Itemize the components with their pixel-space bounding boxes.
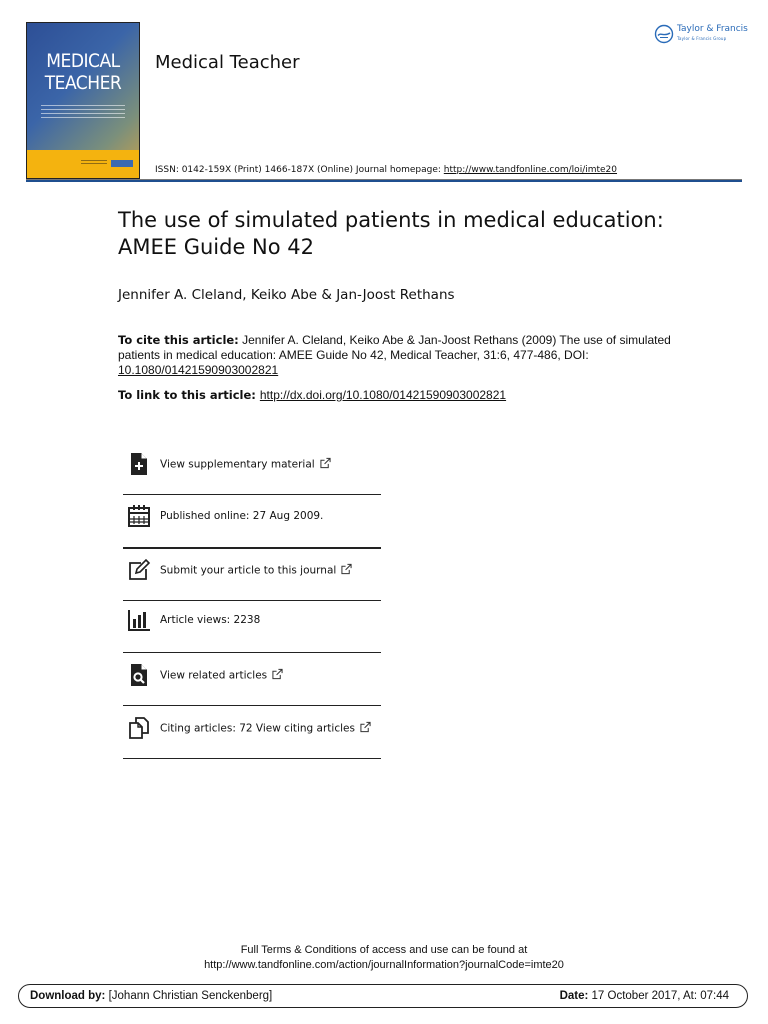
article-authors: Jennifer A. Cleland, Keiko Abe & Jan-Joost Rethans xyxy=(118,287,455,303)
publisher-name: Taylor & Francis xyxy=(677,24,748,34)
date-value: 17 October 2017, At: 07:44 xyxy=(588,990,729,1002)
info-item-published xyxy=(123,490,381,542)
download-label: Download by: xyxy=(30,990,106,1002)
info-item-citing[interactable] xyxy=(123,702,381,754)
cite-doi-link[interactable]: 10.1080/01421590903002821 xyxy=(118,363,279,377)
download-value: [Johann Christian Senckenberg] xyxy=(105,990,273,1002)
publisher-logo xyxy=(654,22,748,46)
info-item-submit[interactable] xyxy=(123,544,381,596)
cover-amee-logo xyxy=(111,160,133,167)
cover-band-text-graphic xyxy=(81,160,107,166)
cite-label: To cite this article: xyxy=(118,333,239,347)
external-link-icon xyxy=(341,564,352,575)
citation-block xyxy=(118,333,678,378)
link-label: To link to this article: xyxy=(118,388,256,402)
document-plus-icon xyxy=(127,452,151,476)
cite-text: Jennifer A. Cleland, Keiko Abe & Jan-Joost Rethans (2009) The use of simulated patients in medical education: AMEE Guide No 42, Medical Teacher, 31:6, 477-486, DOI: xyxy=(118,333,671,362)
info-item-views xyxy=(123,594,381,646)
copy-documents-icon xyxy=(127,716,151,740)
journal-cover-image xyxy=(26,22,140,179)
external-link-icon xyxy=(360,722,371,733)
cover-title-line2: TEACHER xyxy=(44,72,122,94)
taylor-francis-logo-icon xyxy=(654,24,674,44)
journal-homepage-link[interactable]: http://www.tandfonline.com/loi/imte20 xyxy=(443,165,618,175)
terms-url-link[interactable]: http://www.tandfonline.com/action/journalInformation?journalCode=imte20 xyxy=(204,959,564,971)
header-divider xyxy=(26,180,742,182)
external-link-icon xyxy=(272,669,283,680)
issn-line xyxy=(155,165,617,175)
bar-chart-icon xyxy=(127,608,151,632)
edit-icon xyxy=(127,558,151,582)
calendar-icon xyxy=(127,504,151,528)
date-label: Date: xyxy=(559,990,589,1002)
info-label: Submit your article to this journal xyxy=(160,564,337,577)
terms-notice xyxy=(0,943,768,973)
download-info-bar xyxy=(18,984,748,1008)
cover-subtitle-graphic xyxy=(41,105,125,121)
journal-name: Medical Teacher xyxy=(155,52,300,73)
terms-line1: Full Terms & Conditions of access and use can be found at xyxy=(240,944,528,956)
info-label: Citing articles: 72 View citing articles xyxy=(160,722,355,735)
article-doi-link[interactable]: http://dx.doi.org/10.1080/01421590903002821 xyxy=(259,388,507,402)
cover-bottom-band xyxy=(27,150,139,178)
info-divider xyxy=(123,758,381,759)
article-title: The use of simulated patients in medical education: AMEE Guide No 42 xyxy=(118,208,664,259)
issn-text: ISSN: 0142-159X (Print) 1466-187X (Online) Journal homepage: xyxy=(155,165,444,175)
article-link-line xyxy=(118,388,506,402)
info-label: View related articles xyxy=(160,669,268,682)
info-item-supplementary[interactable] xyxy=(123,438,381,490)
document-search-icon xyxy=(127,663,151,687)
info-label: View supplementary material xyxy=(160,458,315,471)
info-item-related[interactable] xyxy=(123,649,381,701)
publisher-group: Taylor & Francis Group xyxy=(677,36,727,41)
info-label: Published online: 27 Aug 2009. xyxy=(160,510,324,522)
external-link-icon xyxy=(320,458,331,469)
info-label: Article views: 2238 xyxy=(160,614,261,626)
cover-title-line1: MEDICAL xyxy=(46,50,120,72)
